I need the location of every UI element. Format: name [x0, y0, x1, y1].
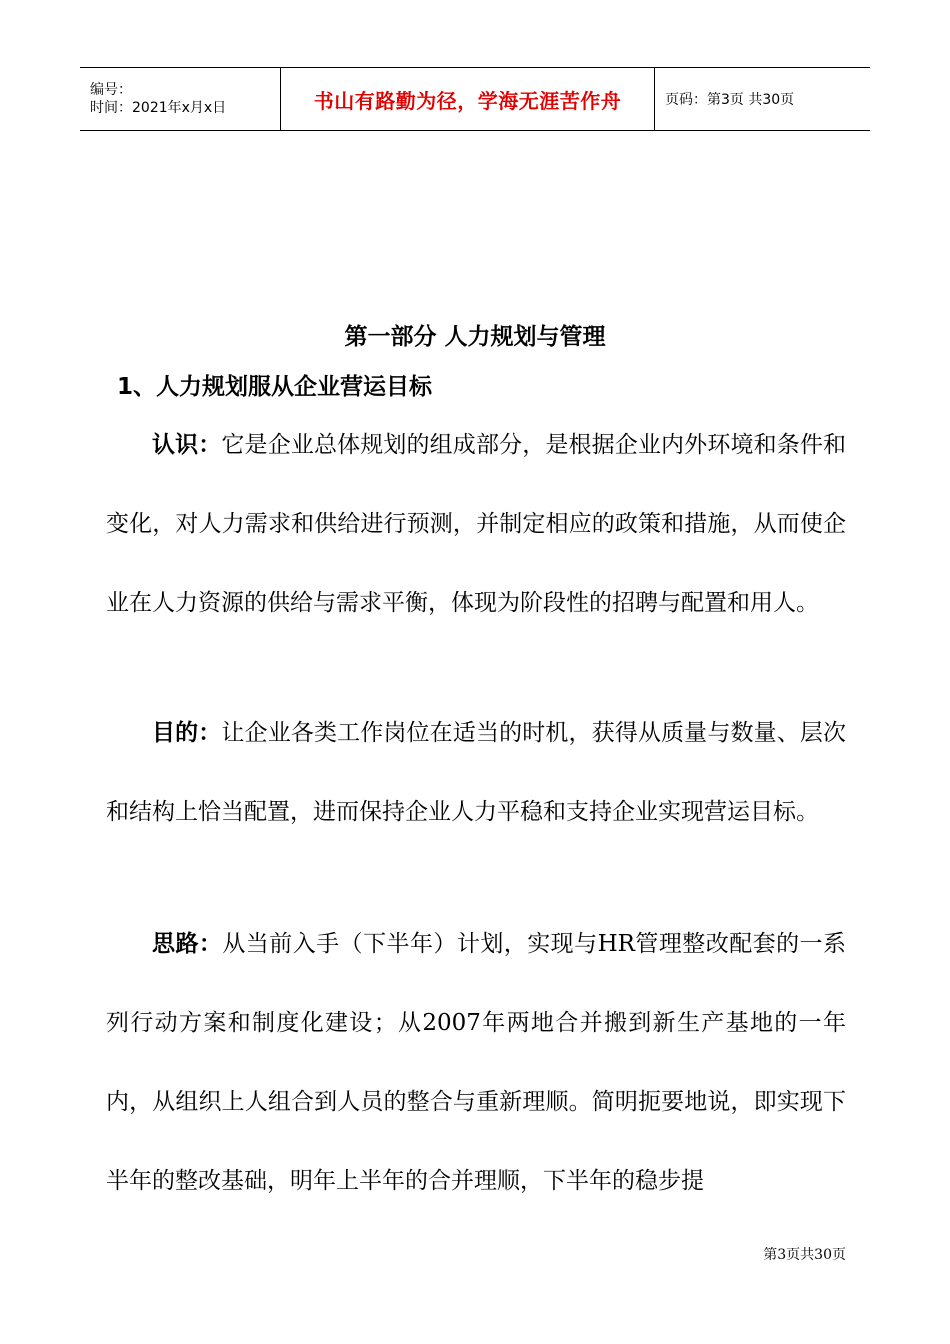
page-code: 页码：第3页 共30页 [665, 92, 795, 108]
paragraph-text: 它是企业总体规划的组成部分，是根据企业内外环境和条件和变化，对人力需求和供给进行预测，并制定相应的政策和措施，从而使企业在人力资源的供给与需求平衡，体现为阶段性的招聘与配置和用人。 [106, 432, 847, 616]
header-page-cell [655, 68, 870, 130]
paragraph-approach [106, 905, 846, 1221]
paragraph-text: 让企业各类工作岗位在适当的时机，获得从质量与数量、层次和结构上恰当配置，进而保持企业人力平稳和支持企业实现营运目标。 [106, 720, 847, 825]
motto: 书山有路勤为径，学海无涯苦作舟 [313, 88, 622, 113]
time-label: 时间：2021年x月x日 [90, 100, 227, 116]
header-motto-cell [280, 68, 655, 130]
paragraph-text: 从当前入手（下半年）计划，实现与HR管理整改配套的一系列行动方案和制度化建设；从2007年两地合并搬到新生产基地的一年内，从组织上人组合到人员的整合与重新理顺。简明扼要地说，即实现下半年的整改基础，明年上半年的合并理顺，下半年的稳步提 [106, 931, 847, 1194]
header-meta [80, 68, 280, 130]
paragraph-label: 目的： [152, 720, 222, 746]
paragraph-purpose [106, 694, 846, 852]
section-title: 1、人力规划服从企业营运目标 [117, 374, 433, 400]
paragraph-label: 思路： [152, 931, 223, 957]
part-title: 第一部分 人力规划与管理 [344, 324, 606, 350]
number-label: 编号： [90, 82, 132, 98]
paragraph-understanding [106, 406, 846, 643]
page-footer: 第3页共30页 [763, 1247, 846, 1263]
paragraph-label: 认识： [152, 432, 222, 458]
page-header [80, 67, 870, 131]
